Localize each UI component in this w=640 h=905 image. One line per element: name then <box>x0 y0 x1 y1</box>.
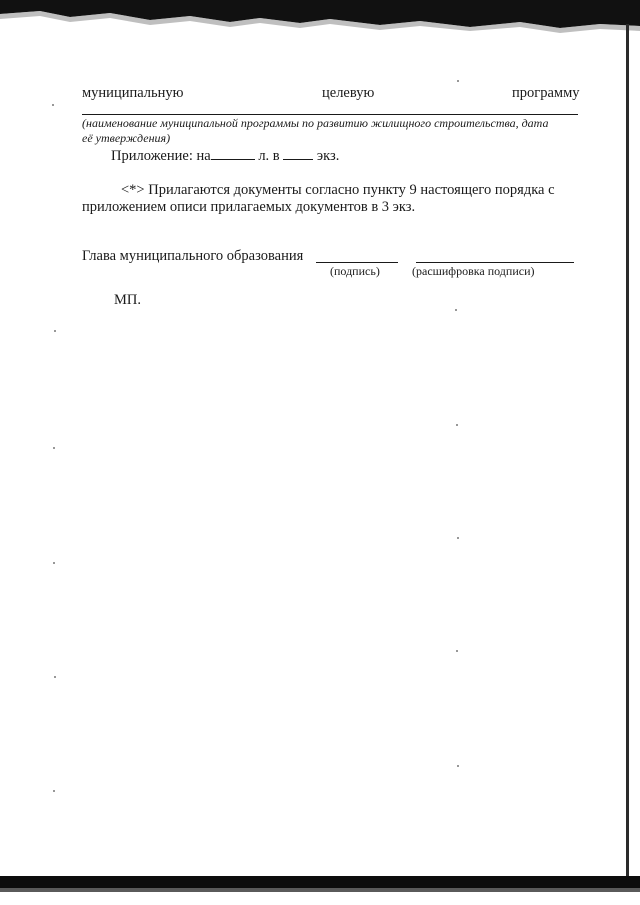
signature-decode-line <box>416 262 574 263</box>
program-caption-line2: её утверждения) <box>82 131 171 145</box>
attachment-prefix: Приложение: на <box>111 148 211 164</box>
scan-top-edge <box>0 0 640 36</box>
scan-right-edge <box>626 24 629 878</box>
signature-line <box>316 262 398 263</box>
scan-speck <box>455 309 457 311</box>
attachment-middle: л. в <box>258 148 280 164</box>
scan-speck <box>52 104 54 106</box>
scan-speck <box>457 80 459 82</box>
scan-speck <box>53 447 55 449</box>
scan-speck <box>54 676 56 678</box>
attachment-line <box>111 147 339 165</box>
scan-speck <box>456 424 458 426</box>
attachment-suffix: экз. <box>316 148 340 164</box>
copies-blank <box>283 147 313 160</box>
stamp-label: МП. <box>114 292 141 308</box>
note-line2: приложением описи прилагаемых документов в 3 экз. <box>82 199 416 215</box>
scan-speck <box>456 650 458 652</box>
program-word-target: целевую <box>322 85 375 101</box>
scan-bottom-edge <box>0 876 640 888</box>
scan-bottom-shadow <box>0 888 640 892</box>
signature-caption: (подпись) <box>330 264 380 278</box>
program-caption-line1: (наименование муниципальной программы по развитию жилищного строительства, дата <box>82 116 549 130</box>
program-word-program: программу <box>512 85 580 101</box>
scan-speck <box>54 330 56 332</box>
signature-decode-caption: (расшифровка подписи) <box>412 264 535 278</box>
pages-blank <box>211 147 255 160</box>
program-word-municipal: муниципальную <box>82 85 184 101</box>
signature-label: Глава муниципального образования <box>82 248 304 264</box>
scan-speck <box>53 790 55 792</box>
scan-speck <box>53 562 55 564</box>
scan-speck <box>457 765 459 767</box>
note-line1: <*> Прилагаются документы согласно пункту 9 настоящего порядка с <box>121 182 555 198</box>
scan-speck <box>457 537 459 539</box>
program-name-line <box>82 114 578 115</box>
